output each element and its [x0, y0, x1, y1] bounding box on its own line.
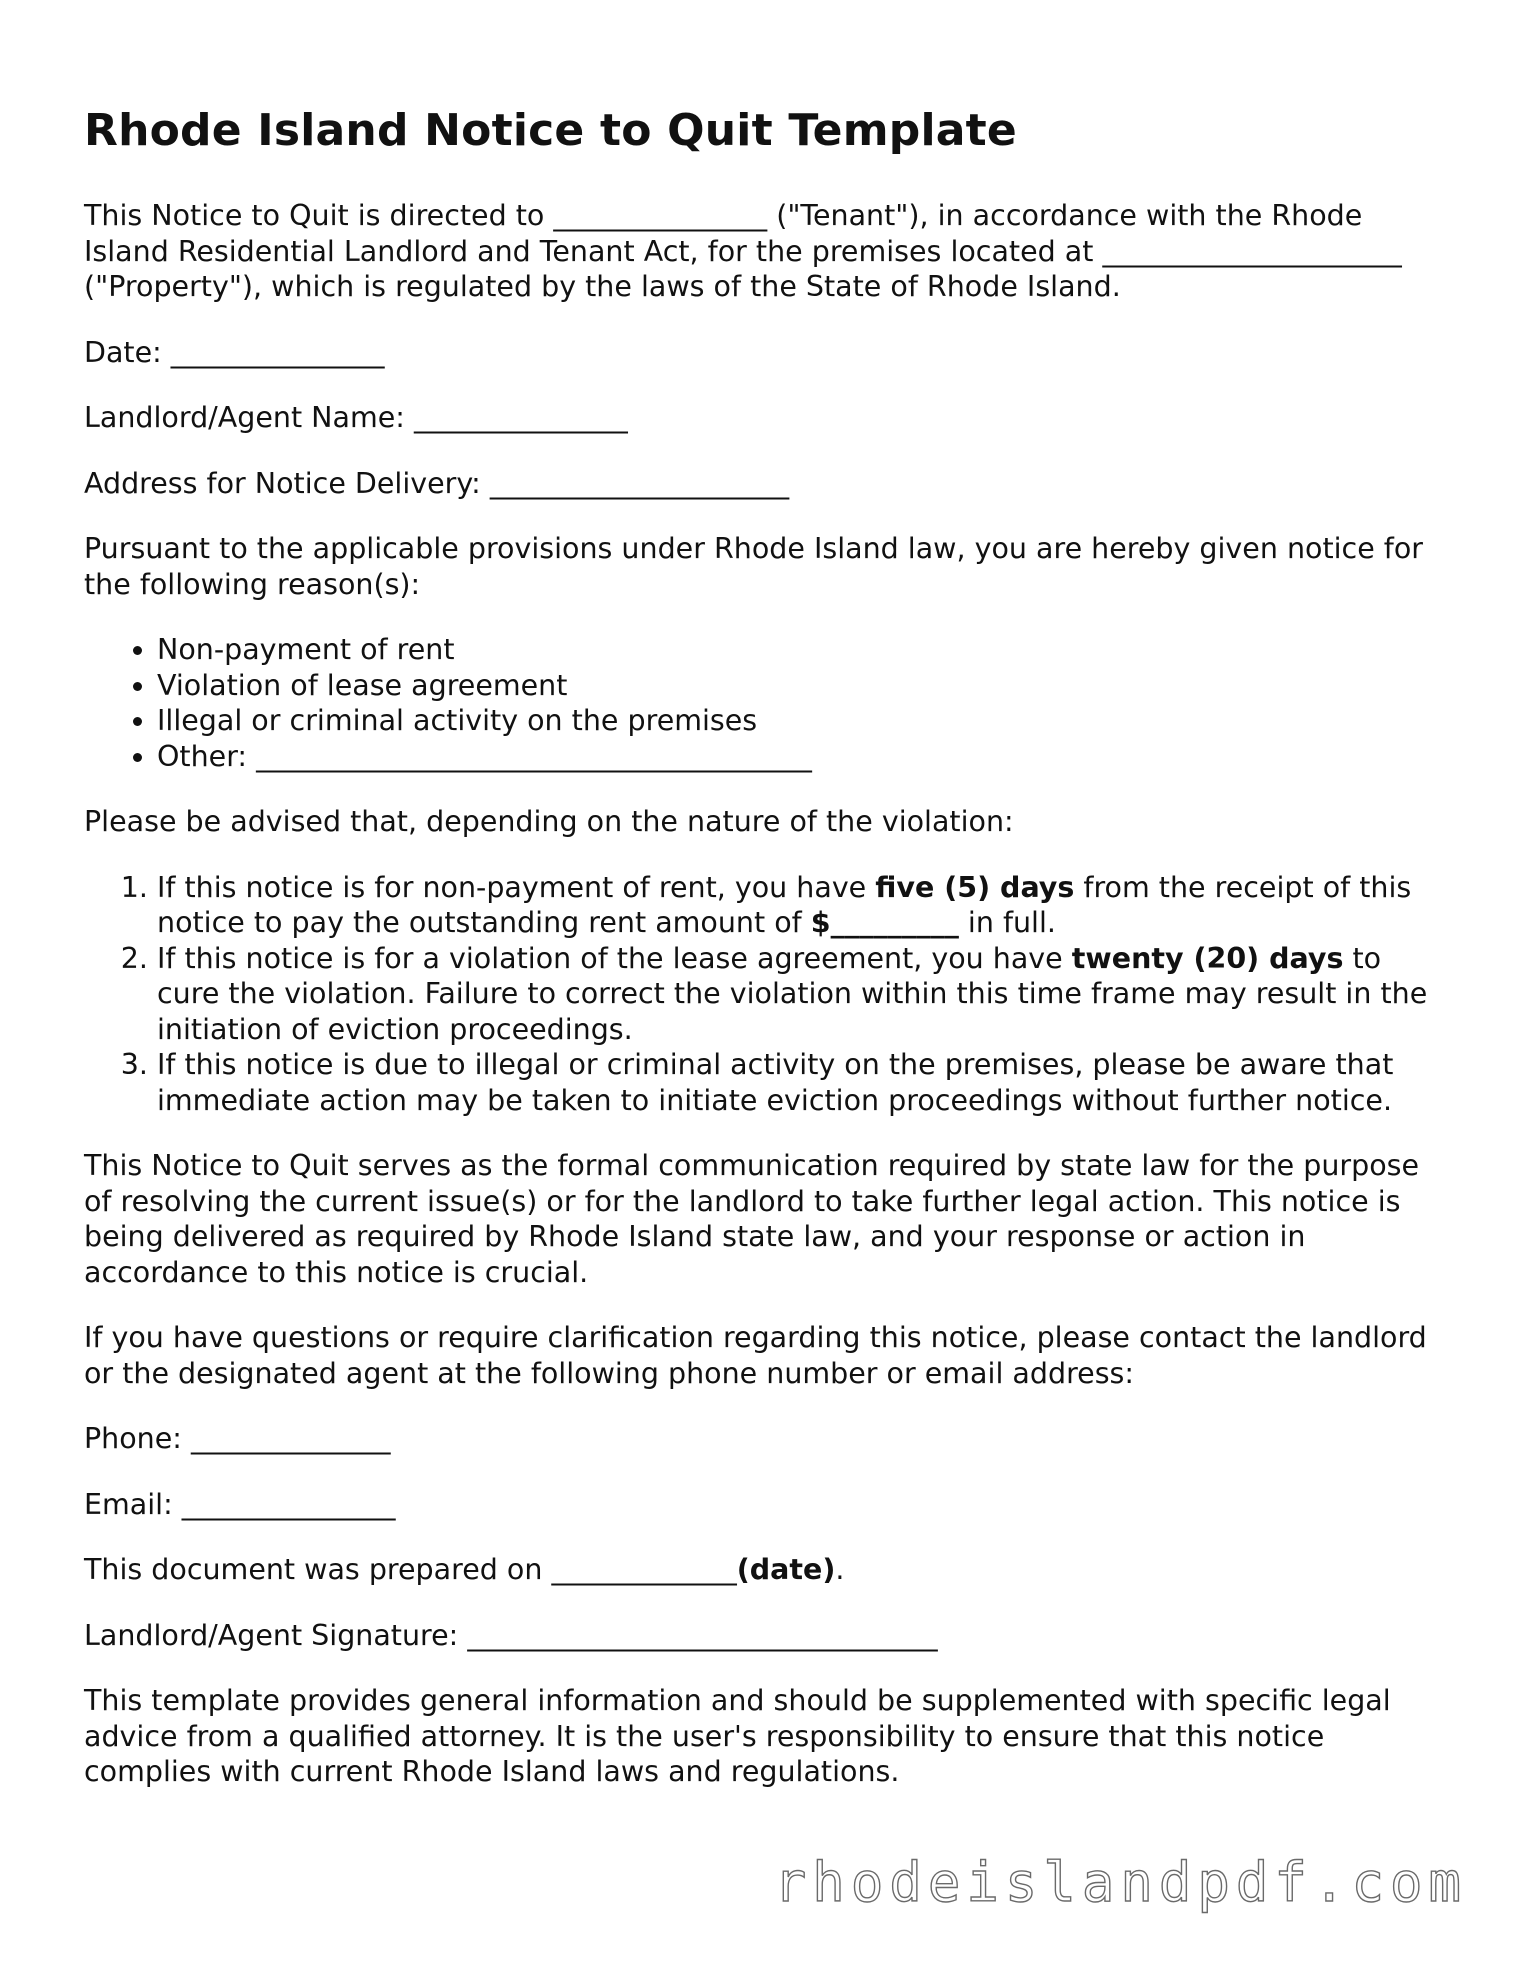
- prepared-label: This document was prepared on: [84, 1553, 543, 1586]
- advisory-item-lease: [157, 941, 1444, 1048]
- advisory-item-rent: [157, 870, 1444, 941]
- advisory-item-text: If this notice is for non-payment of rent, you have: [157, 870, 867, 904]
- prepared-date-emphasis: (date): [736, 1553, 836, 1586]
- phone-label: Phone:: [84, 1422, 182, 1455]
- other-blank: _______________________________________: [256, 739, 812, 773]
- signature-blank: _________________________________: [467, 1618, 938, 1652]
- intro-paragraph: [84, 198, 1444, 305]
- reasons-intro: Pursuant to the applicable provisions under Rhode Island law, you are hereby given notice for the following reason(s):: [84, 532, 1423, 601]
- reason-item: • Violation of lease agreement: [157, 668, 1444, 704]
- advisory-item-text: from the receipt of this notice to pay the outstanding rent amount of: [157, 870, 1412, 939]
- reasons-list: [84, 632, 1444, 774]
- disclaimer-paragraph: This template provides general information and should be supplemented with specific legal advice from a qualified attorney. It is the user's responsibility to ensure that this notice complies with current Rhode Island laws and regulations.: [84, 1684, 1391, 1788]
- date-blank: _______________: [170, 335, 385, 369]
- landlord-name-blank: _______________: [413, 401, 628, 434]
- intro-text-1: This Notice to Quit is directed to: [84, 199, 545, 232]
- document-title: Rhode Island Notice to Quit Template: [84, 105, 1017, 156]
- prepared-blank: _____________: [551, 1553, 737, 1586]
- prepared-date-field: [84, 1552, 1444, 1588]
- property-blank: _____________________: [1102, 234, 1402, 268]
- address-label: Address for Notice Delivery:: [84, 466, 481, 500]
- email-field: [84, 1487, 1444, 1523]
- signature-label: Landlord/Agent Signature:: [84, 1618, 459, 1652]
- advisory-intro: Please be advised that, depending on the nature of the violation:: [84, 805, 1014, 838]
- rent-amount-blank: $_________: [810, 906, 959, 939]
- address-field: [84, 466, 1444, 502]
- advisory-list: [84, 870, 1444, 1119]
- intro-text-2: ("Tenant"), in accordance with the Rhode Island Residential Landlord and Tenant Act, for the premises located at: [84, 199, 1363, 268]
- prepared-end: .: [835, 1553, 845, 1586]
- email-blank: _______________: [181, 1487, 396, 1521]
- advisory-item-text: in full.: [967, 906, 1056, 939]
- intro-text-3: ("Property"), which is regulated by the laws of the State of Rhode Island.: [84, 270, 1121, 303]
- phone-field: [84, 1421, 1444, 1457]
- reason-item: • Non-payment of rent: [157, 632, 1444, 668]
- twenty-days-emphasis: twenty (20) days: [1071, 941, 1344, 975]
- reason-item-other: [157, 739, 1444, 775]
- advisory-item-illegal: 3. If this notice is due to illegal or criminal activity on the premises, please be aware that immediate action may be taken to initiate eviction proceedings without further notice.: [157, 1047, 1444, 1118]
- tenant-blank: _______________: [553, 199, 768, 232]
- landlord-name-field: [84, 400, 1444, 436]
- reason-item: • Illegal or criminal activity on the premises: [157, 703, 1444, 739]
- formal-paragraph: This Notice to Quit serves as the formal communication required by state law for the purpose of resolving the current issue(s) or for the landlord to take further legal action. This notice is being delivered as required by Rhode Island state law, and your response or action in accordance to this notice is crucial.: [84, 1149, 1420, 1289]
- landlord-name-label: Landlord/Agent Name:: [84, 401, 405, 434]
- advisory-item-text: to cure the violation. Failure to correct the violation within this time frame may result in the initiation of eviction proceedings.: [157, 941, 1428, 1046]
- other-label: Other:: [157, 739, 248, 773]
- phone-blank: ______________: [190, 1422, 391, 1455]
- advisory-item-text: If this notice is for a violation of the lease agreement, you have: [157, 941, 1063, 975]
- five-days-emphasis: five (5) days: [875, 870, 1075, 904]
- date-field: [84, 335, 1444, 371]
- address-blank: _____________________: [489, 466, 790, 500]
- date-label: Date:: [84, 335, 162, 369]
- document-page: [84, 104, 1444, 1820]
- signature-field: [84, 1618, 1444, 1654]
- contact-intro: If you have questions or require clarification regarding this notice, please contact the landlord or the designated agent at the following phone number or email address:: [84, 1321, 1427, 1390]
- site-watermark: rhodeislandpdf.com: [773, 1851, 1467, 1914]
- email-label: Email:: [84, 1487, 173, 1521]
